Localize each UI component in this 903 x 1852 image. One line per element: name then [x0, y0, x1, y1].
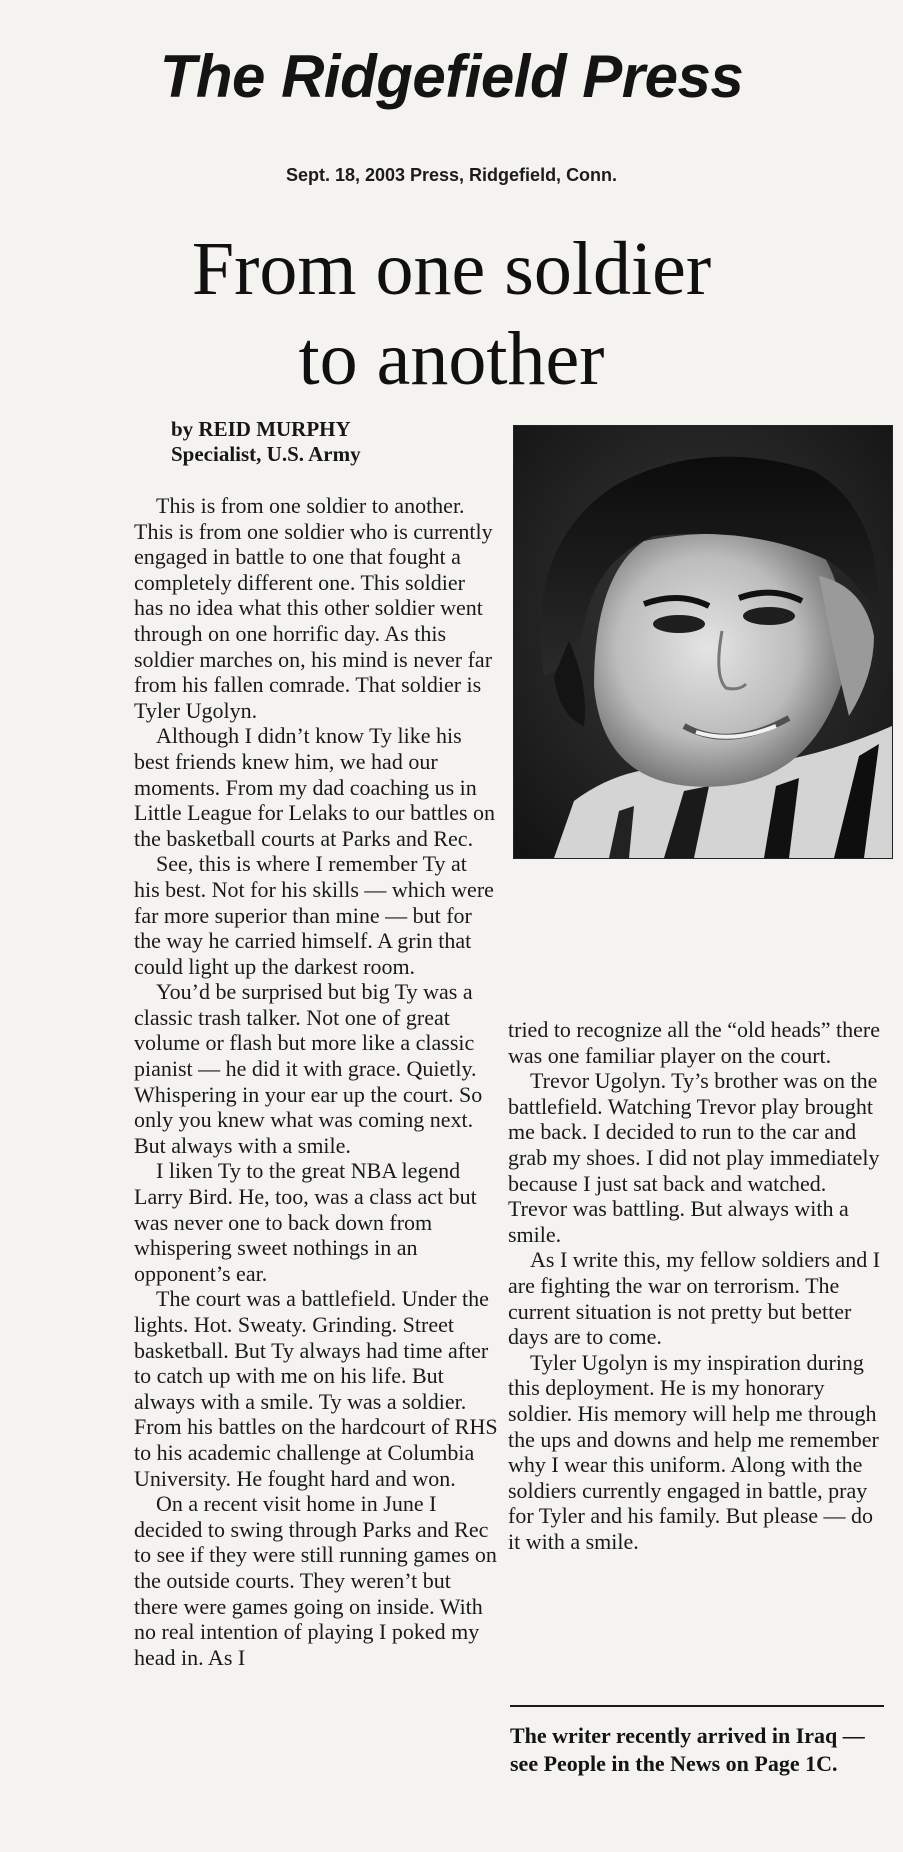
tagline: The writer recently arrived in Iraq — see People in the News on Page 1C. [510, 1723, 865, 1776]
byline-author: by REID MURPHY [171, 417, 351, 441]
paragraph: The court was a battlefield. Under the lights. Hot. Sweaty. Grinding. Street basketball. But Ty always had time after to catch up with me on his life. But always with a smile. Ty was a soldier. From his battles on the hardcourt of RHS to his academic challenge at Columbia University. He fought hard and won. [134, 1286, 498, 1491]
paragraph: On a recent visit home in June I decided to swing through Parks and Rec to see if they were still running games on the outside courts. They weren’t but there were games going on inside. With no real intention of playing I poked my head in. As I [134, 1491, 497, 1670]
paragraph: Trevor Ugolyn. Ty’s brother was on the battlefield. Watching Trevor play brought me back. I decided to run to the car and grab my shoes. I did not play immediately because I just sat back and watched. Trevor was battling. But always with a smile. [508, 1068, 880, 1247]
paragraph: Although I didn’t know Ty like his best friends knew him, we had our moments. From my dad coaching us in Little League for Lelaks to our battles on the basketball courts at Parks and Rec. [134, 723, 496, 851]
paragraph: I liken Ty to the great NBA legend Larry Bird. He, too, was a class act but was never one to back down from whispering sweet nothings in an opponent’s ear. [134, 1158, 477, 1286]
headline [0, 224, 903, 404]
portrait-photo [513, 425, 893, 859]
headline-line-2: to another [298, 317, 605, 401]
paragraph: This is from one soldier to another. This is from one soldier who is currently engaged in battle to one that fought a completely different one. This soldier has no idea what this other soldier went through on one horrific day. As this soldier marches on, his mind is never far from his fallen comrade. That soldier is Tyler Ugolyn. [134, 493, 493, 723]
tagline-divider [510, 1705, 884, 1707]
paragraph: tried to recognize all the “old heads” there was one familiar player on the court. [508, 1017, 880, 1068]
portrait-photo-icon [514, 426, 892, 858]
dateline: Sept. 18, 2003 Press, Ridgefield, Conn. [285, 165, 618, 185]
byline [171, 417, 471, 467]
headline-line-1: From one soldier [191, 227, 712, 311]
paragraph: As I write this, my fellow soldiers and I are fighting the war on terrorism. The current situation is not pretty but better days are to come. [508, 1247, 881, 1350]
article-column-left [134, 493, 498, 1670]
paragraph: You’d be surprised but big Ty was a classic trash talker. Not one of great volume or flash but more like a classic pianist — he did it with grace. Quietly. Whispering in your ear up the court. So only you knew what was coming next. But always with a smile. [134, 979, 483, 1158]
paragraph: See, this is where I remember Ty at his best. Not for his skills — which were far more superior than mine — but for the way he carried himself. A grin that could light up the darkest room. [134, 851, 494, 979]
byline-title: Specialist, U.S. Army [171, 442, 361, 466]
paragraph: Tyler Ugolyn is my inspiration during this deployment. He is my honorary soldier. His memory will help me through the ups and downs and help me remember why I wear this uniform. Along with the soldiers currently engaged in battle, pray for Tyler and his family. But please — do it with a smile. [508, 1349, 879, 1554]
masthead: The Ridgefield Press [159, 43, 744, 110]
article-column-right [508, 1017, 884, 1554]
